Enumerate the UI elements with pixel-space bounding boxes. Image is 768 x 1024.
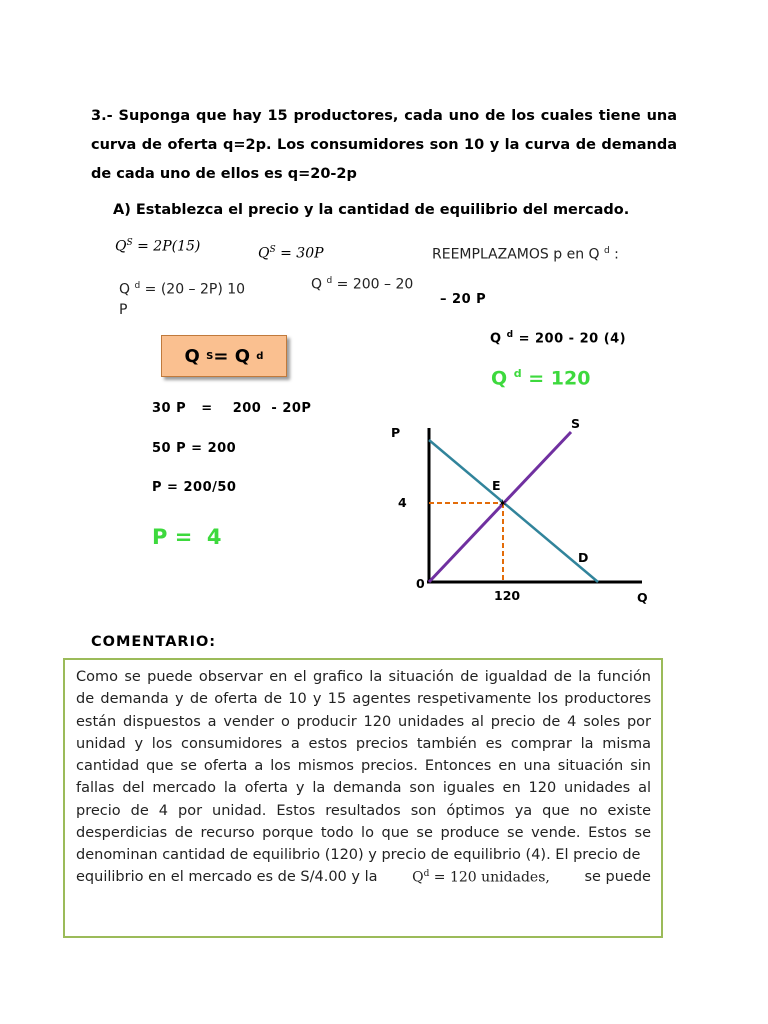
reemplazamos-text: REEMPLAZAMOS p en Q $^d$ : <box>432 246 619 263</box>
qd-expression-2: Q $^d$ = 200 – 20 <box>311 276 414 293</box>
comment-body: Como se puede observar en el grafico la situación de igualdad de la función de demanda y de oferta de 10 y 15 agentes respetivamente los productores están dispuestos a vender o producir 120 unidades al precio de 4 soles por unidad y los consumidores a estos precios también es comprar la misma cantidad que se oferta a los mismos precios. Entonces en una situación sin fallas del mercado la oferta y la demanda son iguales en 120 unidades al precio de 4 por unidad. Estos resultados son óptimos ya que no existe desperdicias de recurso porque todo lo que se produce se vende. Estos se denominan cantidad de equilibrio (120) y precio de equilibrio (4). El precio de <box>76 669 651 864</box>
qd-expression-1: Q $^d$ = (20 – 2P) 10 P <box>119 281 246 318</box>
x-axis-label: Q <box>637 590 648 605</box>
qs-formula: $Q^S = 2P(15)$ <box>115 238 201 255</box>
equilibrium-marker: ✶ <box>498 497 508 510</box>
origin-label: 0 <box>416 576 425 591</box>
qs-result: $Q^S = 30P$ <box>258 245 324 262</box>
qd-substitution: Q $^d$ = 200 - 20 (4) <box>490 330 627 347</box>
part-a-title: A) Establezca el precio y la cantidad de equilibrio del mercado. <box>113 202 630 218</box>
demand-label: D <box>578 550 589 565</box>
qd-result: Q $^d$ = 120 <box>491 367 591 390</box>
step-equation-1: 30 P = 200 - 20P <box>152 401 312 416</box>
equilibrium-label: E <box>492 478 501 493</box>
comment-last-post: se puede <box>584 869 651 886</box>
comment-box <box>63 658 663 938</box>
demand-curve <box>429 440 598 582</box>
step-equation-2: 50 P = 200 <box>152 441 237 456</box>
step-equation-3: P = 200/50 <box>152 480 237 495</box>
supply-demand-graph <box>380 410 660 610</box>
y-axis-label: P <box>391 425 401 440</box>
qd-expression-2-continued: – 20 P <box>440 292 487 307</box>
supply-label: S <box>571 416 581 431</box>
problem-statement: 3.- Suponga que hay 15 productores, cada uno de los cuales tiene una curva de oferta q=2p. Los consumidores son 10 y la curva de demanda de cada uno de ellos es q=20-2p <box>91 108 677 182</box>
comment-formula: $Q^d = 120$ unidades, <box>412 868 550 886</box>
price-result: P = 4 <box>152 525 222 549</box>
equilibrium-condition-box: Q S = Q d <box>161 335 287 377</box>
comment-last-pre: equilibrio en el mercado es de S/4.00 y la <box>76 869 378 886</box>
quantity-equilibrium-label: 120 <box>494 588 521 603</box>
comment-title: COMENTARIO: <box>91 634 217 650</box>
price-equilibrium-label: 4 <box>398 495 407 510</box>
comment-last-line <box>76 869 651 886</box>
